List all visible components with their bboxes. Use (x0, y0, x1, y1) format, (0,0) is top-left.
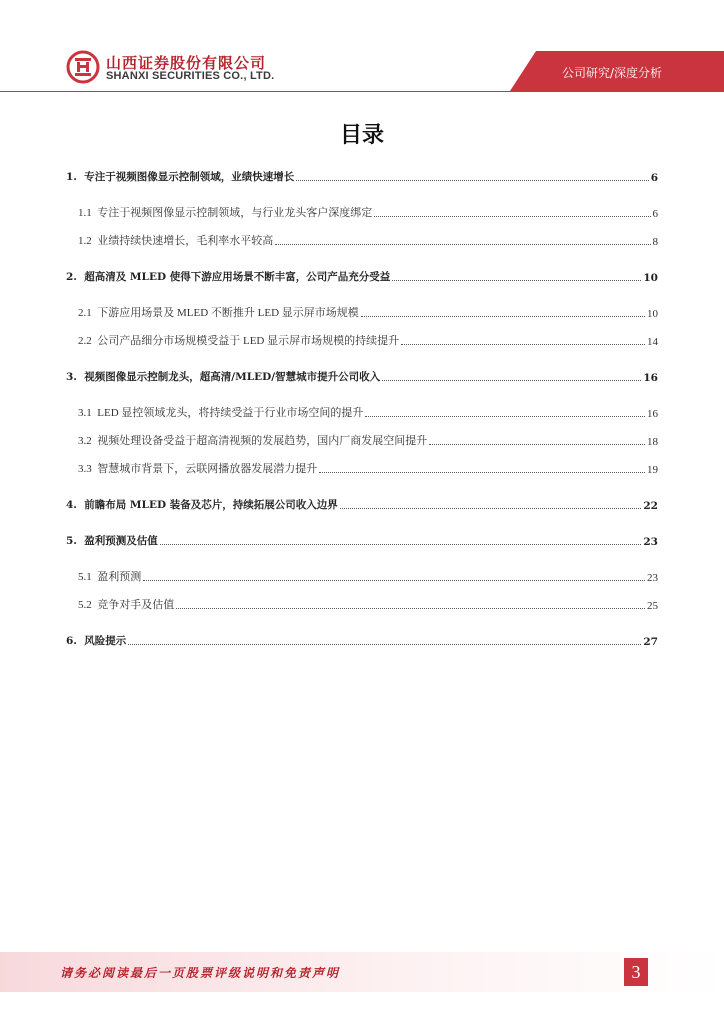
company-name-cn: 山西证券股份有限公司 (106, 54, 267, 72)
report-type-label: 公司研究/深度分析 (561, 66, 662, 80)
toc-entry-label (66, 169, 294, 184)
toc-page-number: 10 (643, 272, 658, 284)
toc-entry-number: 2.1 (78, 307, 92, 319)
toc-entry-label (66, 633, 126, 648)
toc-entry-number: 5. (66, 535, 77, 547)
toc-leader-dots (143, 579, 645, 581)
toc-leader-dots (374, 215, 650, 217)
toc-page-number: 23 (647, 572, 658, 584)
toc-page-number: 8 (652, 236, 658, 248)
toc-entry-text: 视频图像显示控制龙头，超高清/MLED/智慧城市提升公司收入 (84, 371, 381, 383)
toc-entry-number: 2. (66, 271, 77, 283)
toc-page-number: 10 (647, 308, 658, 320)
toc-entry-text: 盈利预测 (97, 571, 142, 583)
toc-entry-text: 专注于视频图像显示控制领域，业绩快速增长 (84, 171, 295, 183)
page-footer (0, 952, 724, 992)
toc-leader-dots (128, 643, 641, 645)
toc-leader-dots (382, 379, 641, 381)
toc-entry-label (78, 404, 363, 420)
toc-entry-number: 1.2 (78, 235, 92, 247)
toc-entry-number: 5.1 (78, 571, 92, 583)
toc-entry[interactable] (66, 302, 658, 320)
toc-entry-label (78, 304, 359, 320)
toc-entry[interactable] (66, 366, 658, 384)
header-divider (0, 91, 724, 92)
disclaimer-text: 请务必阅读最后一页股票评级说明和免责声明 (60, 966, 341, 980)
toc-page-number: 18 (647, 436, 658, 448)
toc-page-number: 16 (647, 408, 658, 420)
toc-page-number: 6 (652, 208, 658, 220)
page-header (0, 0, 724, 100)
toc-leader-dots (392, 279, 641, 281)
toc-entry-text: 盈利预测及估值 (84, 535, 158, 547)
toc-entry-label (78, 432, 427, 448)
toc-page-number: 23 (643, 536, 658, 548)
toc-page-number: 27 (643, 636, 658, 648)
toc-entry-label (78, 232, 273, 248)
toc-entry-text: LED 显控领域龙头，将持续受益于行业市场空间的提升 (97, 407, 364, 419)
toc-entry-label (78, 204, 372, 220)
toc-entry-text: 视频处理设备受益于超高清视频的发展趋势，国内厂商发展空间提升 (97, 435, 428, 447)
toc-entry-label (66, 497, 338, 512)
toc-entry-text: 专注于视频图像显示控制领域，与行业龙头客户深度绑定 (97, 207, 373, 219)
toc-entry[interactable] (66, 566, 658, 584)
toc-entry[interactable] (66, 330, 658, 348)
toc-entry-label (66, 269, 390, 284)
toc-entry-number: 1.1 (78, 207, 92, 219)
toc-entry[interactable] (66, 430, 658, 448)
toc-page-number: 25 (647, 600, 658, 612)
toc-entry-text: 竞争对手及估值 (97, 599, 175, 611)
toc-entry-label (78, 460, 317, 476)
toc-leader-dots (319, 471, 645, 473)
toc-page-number: 22 (643, 500, 658, 512)
toc-entry[interactable] (66, 458, 658, 476)
toc-entry-label (66, 533, 158, 548)
toc-entry-number: 2.2 (78, 335, 92, 347)
toc-entry-label (78, 568, 141, 584)
toc-entry[interactable] (66, 594, 658, 612)
toc-entry-number: 4. (66, 499, 77, 511)
toc-leader-dots (160, 543, 642, 545)
toc-entry-text: 前瞻布局 MLED 装备及芯片，持续拓展公司收入边界 (84, 499, 338, 511)
toc-entry-number: 3.1 (78, 407, 92, 419)
toc-leader-dots (429, 443, 645, 445)
toc-entry[interactable] (66, 266, 658, 284)
toc-leader-dots (401, 343, 645, 345)
toc-entry[interactable] (66, 202, 658, 220)
toc-leader-dots (176, 607, 645, 609)
toc-entry-text: 智慧城市背景下，云联网播放器发展潜力提升 (97, 463, 318, 475)
toc-entry-text: 风险提示 (84, 635, 127, 647)
toc-entry-text: 公司产品细分市场规模受益于 LED 显示屏市场规模的持续提升 (97, 335, 400, 347)
toc-entry-number: 3. (66, 371, 77, 383)
toc-entry-number: 6. (66, 635, 77, 647)
toc-entry-label (66, 369, 380, 384)
toc-entry[interactable] (66, 494, 658, 512)
toc-page-number: 6 (650, 172, 658, 184)
toc-entry-text: 超高清及 MLED 使得下游应用场景不断丰富，公司产品充分受益 (84, 271, 391, 283)
toc-entry-number: 3.3 (78, 463, 92, 475)
toc-page-number: 14 (647, 336, 658, 348)
page-number: 3 (624, 958, 648, 986)
toc-page-number: 16 (643, 372, 658, 384)
toc-entry-number: 1. (66, 171, 77, 183)
shanxi-securities-logo-icon (66, 50, 100, 84)
toc-entry[interactable] (66, 630, 658, 648)
toc-entry-text: 下游应用场景及 MLED 不断推升 LED 显示屏市场规模 (97, 307, 359, 319)
toc-entry-text: 业绩持续快速增长，毛利率水平较高 (97, 235, 274, 247)
toc-entry-label (78, 332, 399, 348)
toc-entry-label (78, 596, 174, 612)
company-name-en: SHANXI SECURITIES CO., LTD. (106, 70, 275, 82)
page-title: 目录 (339, 123, 384, 148)
toc-leader-dots (296, 179, 648, 181)
toc-entry[interactable] (66, 230, 658, 248)
toc-entry[interactable] (66, 166, 658, 184)
toc-page-number: 19 (647, 464, 658, 476)
toc-entry[interactable] (66, 530, 658, 548)
toc-leader-dots (275, 243, 650, 245)
toc-leader-dots (340, 507, 642, 509)
toc-entry-number: 5.2 (78, 599, 92, 611)
toc-leader-dots (365, 415, 645, 417)
toc-entry-number: 3.2 (78, 435, 92, 447)
toc-entry[interactable] (66, 402, 658, 420)
toc-leader-dots (361, 315, 645, 317)
